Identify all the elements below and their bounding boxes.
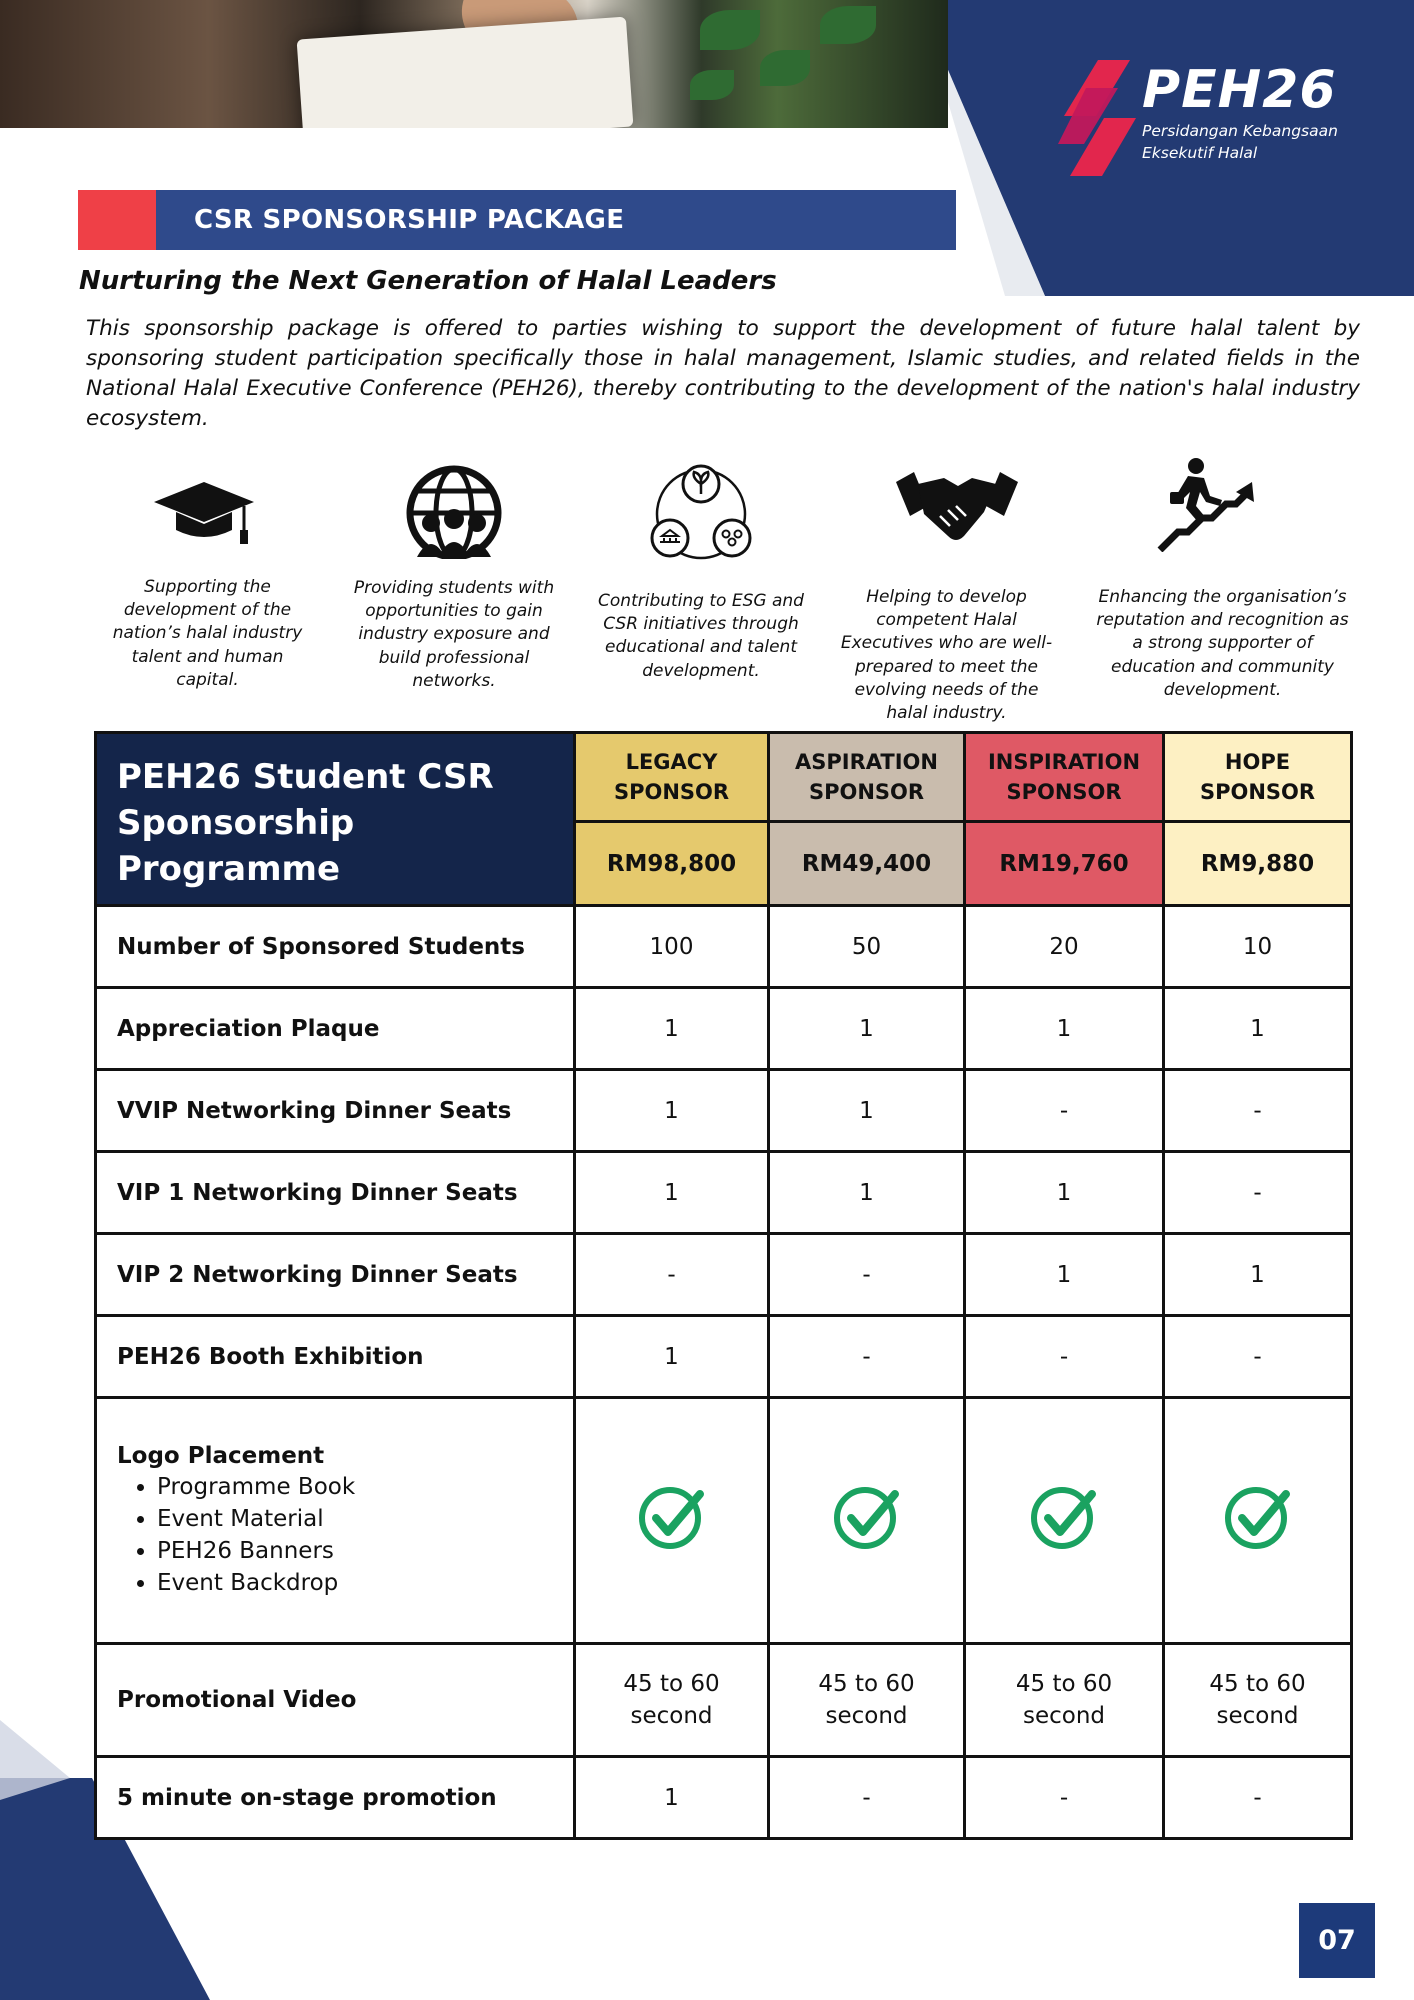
tier-price: RM49,400 [769,822,965,906]
benefit-item [100,470,315,700]
table-cell: 10 [1164,906,1352,988]
table-cell: - [1164,1152,1352,1234]
table-cell [769,1398,965,1644]
check-circle-icon [638,1484,706,1552]
benefit-text: Contributing to ESG and CSR initiatives through educational and talent development. [598,591,804,681]
table-cell: 45 to 60 second [575,1644,769,1757]
table-row [96,1757,1352,1839]
table-cell: - [769,1757,965,1839]
intro-paragraph: This sponsorship package is offered to parties wishing to support the development of future halal talent by sponsoring student participation specifically those in halal management, Islamic studies, and related fields in the National Halal Executive Conference (PEH26), thereby contributing to the development of the nation's halal industry ecosystem. [86,316,1360,431]
tier-price: RM98,800 [575,822,769,906]
list-item: • Event Backdrop [157,1567,573,1599]
logo-subtitle-line1: Persidangan Kebangsaan [1142,122,1338,140]
check-circle-icon [1224,1484,1292,1552]
benefit-text: Providing students with opportunities to gain industry exposure and build professional networks. [353,578,555,691]
table-row [96,1070,1352,1152]
climbing-stairs-icon [1156,456,1256,552]
tier-name: HOPE SPONSOR [1164,733,1352,822]
table-row [96,906,1352,988]
row-label: VIP 2 Networking Dinner Seats [96,1234,575,1316]
section-subtitle: Nurturing the Next Generation of Halal Leaders [79,266,777,296]
table-cell [965,1398,1164,1644]
row-label: Promotional Video [96,1644,575,1757]
table-row [96,988,1352,1070]
table-cell: - [1164,1316,1352,1398]
table-row-logo-placement [96,1398,1352,1644]
benefit-text: Supporting the development of the nation’s halal industry talent and human capital. [112,577,303,690]
table-cell: 1 [575,1070,769,1152]
table-cell: 1 [965,988,1164,1070]
table-cell: 1 [965,1152,1164,1234]
tier-price: RM19,760 [965,822,1164,906]
table-row [96,1644,1352,1757]
table-cell: 1 [1164,1234,1352,1316]
table-cell [1164,1398,1352,1644]
header-photo [0,0,948,128]
table-cell: - [965,1070,1164,1152]
row-label-logo-placement [96,1398,575,1644]
table-header-row [96,733,1352,822]
row-label: PEH26 Booth Exhibition [96,1316,575,1398]
benefit-item [834,460,1059,725]
peh26-logo-mark-icon [1058,60,1136,176]
row-label: VVIP Networking Dinner Seats [96,1070,575,1152]
globe-people-icon [401,465,507,559]
table-cell: 1 [965,1234,1164,1316]
tier-name: LEGACY SPONSOR [575,733,769,822]
table-cell: - [1164,1757,1352,1839]
graduation-cap-icon [152,478,256,548]
table-cell: - [965,1757,1164,1839]
table-cell: 20 [965,906,1164,988]
table-cell: 45 to 60 second [769,1644,965,1757]
benefit-item [345,465,563,700]
list-item: • Event Material [157,1503,573,1535]
peh26-logo [1058,60,1388,180]
esg-community-icon [648,458,754,566]
table-cell [575,1398,769,1644]
banner-title: CSR SPONSORSHIP PACKAGE [156,190,956,250]
logo-subtitle [1142,120,1338,164]
table-cell: - [1164,1070,1352,1152]
table-cell: 1 [769,1070,965,1152]
table-row [96,1152,1352,1234]
tier-price: RM9,880 [1164,822,1352,906]
logo-subtitle-line2: Eksekutif Halal [1142,144,1258,162]
page-number: 07 [1299,1903,1375,1978]
check-circle-icon [1030,1484,1098,1552]
table-cell: 50 [769,906,965,988]
tier-name: ASPIRATION SPONSOR [769,733,965,822]
table-cell: 45 to 60 second [965,1644,1164,1757]
list-item: • Programme Book [157,1471,573,1503]
table-cell: 1 [769,1152,965,1234]
table-cell: - [769,1316,965,1398]
table-cell: 1 [575,1152,769,1234]
benefit-item [588,458,814,698]
table-title: PEH26 Student CSR Sponsorship Programme [96,733,575,906]
table-cell: - [769,1234,965,1316]
table-cell: - [965,1316,1164,1398]
row-label: Number of Sponsored Students [96,906,575,988]
sponsorship-table [94,731,1353,1840]
row-label: Appreciation Plaque [96,988,575,1070]
row-label: Logo Placement [117,1442,325,1469]
table-cell: 1 [769,988,965,1070]
handshake-icon [894,466,1020,556]
logo-placement-list [117,1471,573,1599]
section-banner [78,190,956,250]
table-cell: 45 to 60 second [1164,1644,1352,1757]
row-label: VIP 1 Networking Dinner Seats [96,1152,575,1234]
table-row [96,1316,1352,1398]
check-circle-icon [833,1484,901,1552]
logo-title: PEH26 [1142,60,1337,120]
row-label: 5 minute on-stage promotion [96,1757,575,1839]
benefit-text: Helping to develop competent Halal Executives who are well-prepared to meet the evolving needs of the halal industry. [840,587,1053,724]
tier-name: INSPIRATION SPONSOR [965,733,1164,822]
table-cell: 100 [575,906,769,988]
table-cell: 1 [1164,988,1352,1070]
table-cell: 1 [575,988,769,1070]
table-cell: 1 [575,1757,769,1839]
table-cell: 1 [575,1316,769,1398]
table-row [96,1234,1352,1316]
table-cell: - [575,1234,769,1316]
benefit-item [1094,456,1351,706]
benefit-text: Enhancing the organisation’s reputation and recognition as a strong supporter of education and community development. [1096,587,1349,700]
banner-accent [78,190,156,250]
list-item: • PEH26 Banners [157,1535,573,1567]
